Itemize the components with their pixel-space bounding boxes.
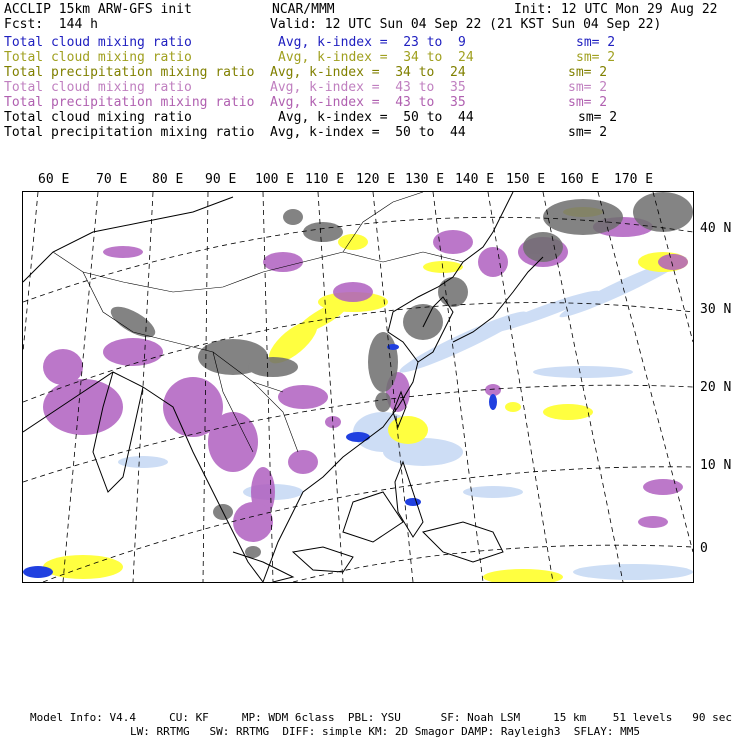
- field-smoothing: sm= 2: [576, 35, 616, 50]
- field-smoothing: sm= 2: [568, 95, 608, 110]
- field-avg-range: Avg, k-index = 34 to 24: [278, 50, 474, 65]
- latitude-label: 20 N: [700, 380, 732, 395]
- latitude-label: 0: [700, 541, 708, 556]
- field-name: Total cloud mixing ratio: [4, 80, 192, 95]
- longitude-label: 110 E: [305, 172, 345, 187]
- longitude-label: 100 E: [255, 172, 295, 187]
- model-title: ACCLIP 15km ARW-GFS init: [4, 2, 192, 17]
- longitude-label: 70 E: [96, 172, 128, 187]
- field-avg-range: Avg, k-index = 43 to 35: [270, 80, 466, 95]
- longitude-label: 90 E: [205, 172, 237, 187]
- field-avg-range: Avg, k-index = 23 to 9: [278, 35, 466, 50]
- valid-time: Valid: 12 UTC Sun 04 Sep 22 (21 KST Sun 04 Sep 22): [270, 17, 662, 32]
- init-time: Init: 12 UTC Mon 29 Aug 22: [514, 2, 718, 17]
- field-avg-range: Avg, k-index = 43 to 35: [270, 95, 466, 110]
- longitude-label: 160 E: [560, 172, 600, 187]
- field-name: Total cloud mixing ratio: [4, 50, 192, 65]
- yellow-cloud-field: [43, 207, 688, 582]
- field-smoothing: sm= 2: [576, 50, 616, 65]
- longitude-label: 60 E: [38, 172, 70, 187]
- longitude-label: 140 E: [455, 172, 495, 187]
- field-avg-range: Avg, k-index = 50 to 44: [270, 125, 466, 140]
- field-name: Total precipitation mixing ratio: [4, 125, 255, 140]
- model-info-line: Model Info: V4.4 CU: KF MP: WDM 6class PBL: YSU SF: Noah LSM 15 km 51 levels 90 sec: [30, 711, 732, 724]
- longitude-label: 170 E: [614, 172, 654, 187]
- map-svg: [23, 192, 693, 582]
- field-name: Total precipitation mixing ratio: [4, 65, 255, 80]
- longitude-label: 80 E: [152, 172, 184, 187]
- latitude-label: 40 N: [700, 221, 732, 236]
- longitude-label: 120 E: [356, 172, 396, 187]
- field-smoothing: sm= 2: [568, 65, 608, 80]
- field-smoothing: sm= 2: [568, 125, 608, 140]
- latitude-label: 30 N: [700, 302, 732, 317]
- latitude-label: 10 N: [700, 458, 732, 473]
- longitude-label: 130 E: [405, 172, 445, 187]
- field-smoothing: sm= 2: [578, 110, 618, 125]
- purple-precip-field: [43, 217, 688, 542]
- field-avg-range: Avg, k-index = 34 to 24: [270, 65, 466, 80]
- org-label: NCAR/MMM: [272, 2, 335, 17]
- forecast-hour: Fcst: 144 h: [4, 17, 98, 32]
- field-name: Total cloud mixing ratio: [4, 35, 192, 50]
- field-name: Total precipitation mixing ratio: [4, 95, 255, 110]
- field-name: Total cloud mixing ratio: [4, 110, 192, 125]
- longitude-label: 150 E: [506, 172, 546, 187]
- physics-info-line: LW: RRTMG SW: RRTMG DIFF: simple KM: 2D Smagor DAMP: Rayleigh3 SFLAY: MM5: [130, 725, 640, 738]
- field-smoothing: sm= 2: [568, 80, 608, 95]
- field-avg-range: Avg, k-index = 50 to 44: [278, 110, 474, 125]
- map-panel: [22, 191, 694, 583]
